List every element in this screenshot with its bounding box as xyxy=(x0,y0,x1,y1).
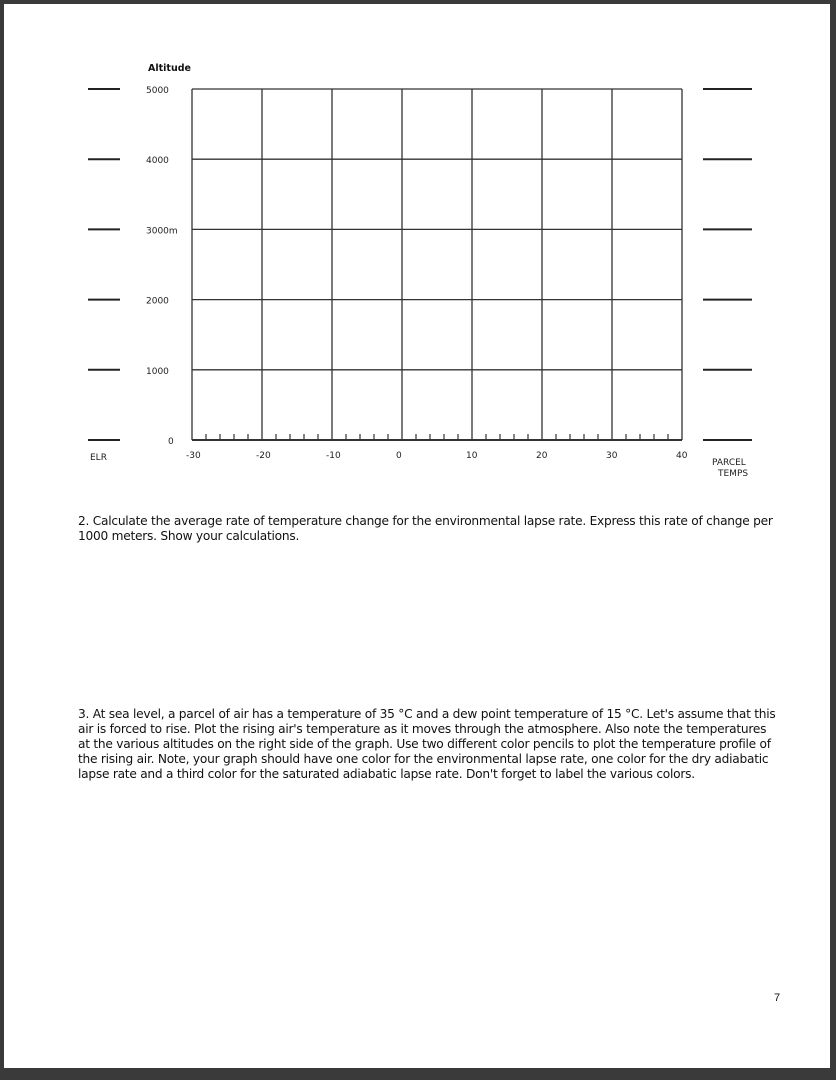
x-tick-label: 0 xyxy=(396,451,402,461)
y-axis-title: Altitude xyxy=(148,63,191,74)
y-tick-label: 1000 xyxy=(146,366,169,377)
y-tick-label: 2000 xyxy=(146,296,169,307)
y-tick-label: 5000 xyxy=(146,86,169,96)
question-2: 2. Calculate the average rate of temperature change for the environmental lapse rate. Express this rate of change per 1000 meters. Show your calculations. xyxy=(78,514,773,543)
x-tick-label: 30 xyxy=(606,451,618,461)
question-3: 3. At sea level, a parcel of air has a temperature of 35 °C and a dew point temperature of 15 °C. Let's assume that this air is forced to rise. Plot the rising air's temperature as it moves through the atmosphere. Also note the temperatures at the various altitudes on the right side of the graph. Use two different color pencils to plot the temperature profile of the rising air. Note, your graph should have one color for the environmental lapse rate, one color for the dry adiabatic lapse rate and a third color for the saturated adiabatic lapse rate. Don't forget to label the various colors. xyxy=(78,707,776,781)
parcel-temps-label-2: TEMPS xyxy=(718,469,749,479)
x-tick-label: -30 xyxy=(186,451,201,461)
document-page xyxy=(4,4,830,1068)
x-tick-label: 20 xyxy=(536,451,548,461)
y-tick-label: 4000 xyxy=(146,156,169,167)
y-tick-label: 0 xyxy=(168,437,174,447)
altitude-temperature-graph xyxy=(4,4,826,490)
x-tick-label: 40 xyxy=(676,451,688,461)
page-number: 7 xyxy=(774,992,781,1004)
y-tick-label: 3000m xyxy=(146,226,178,237)
x-tick-label: 10 xyxy=(466,451,478,461)
x-tick-label: -20 xyxy=(256,451,271,461)
elr-label: ELR xyxy=(90,453,107,463)
x-tick-label: -10 xyxy=(326,451,341,461)
parcel-temps-label-1: PARCEL xyxy=(712,458,746,468)
